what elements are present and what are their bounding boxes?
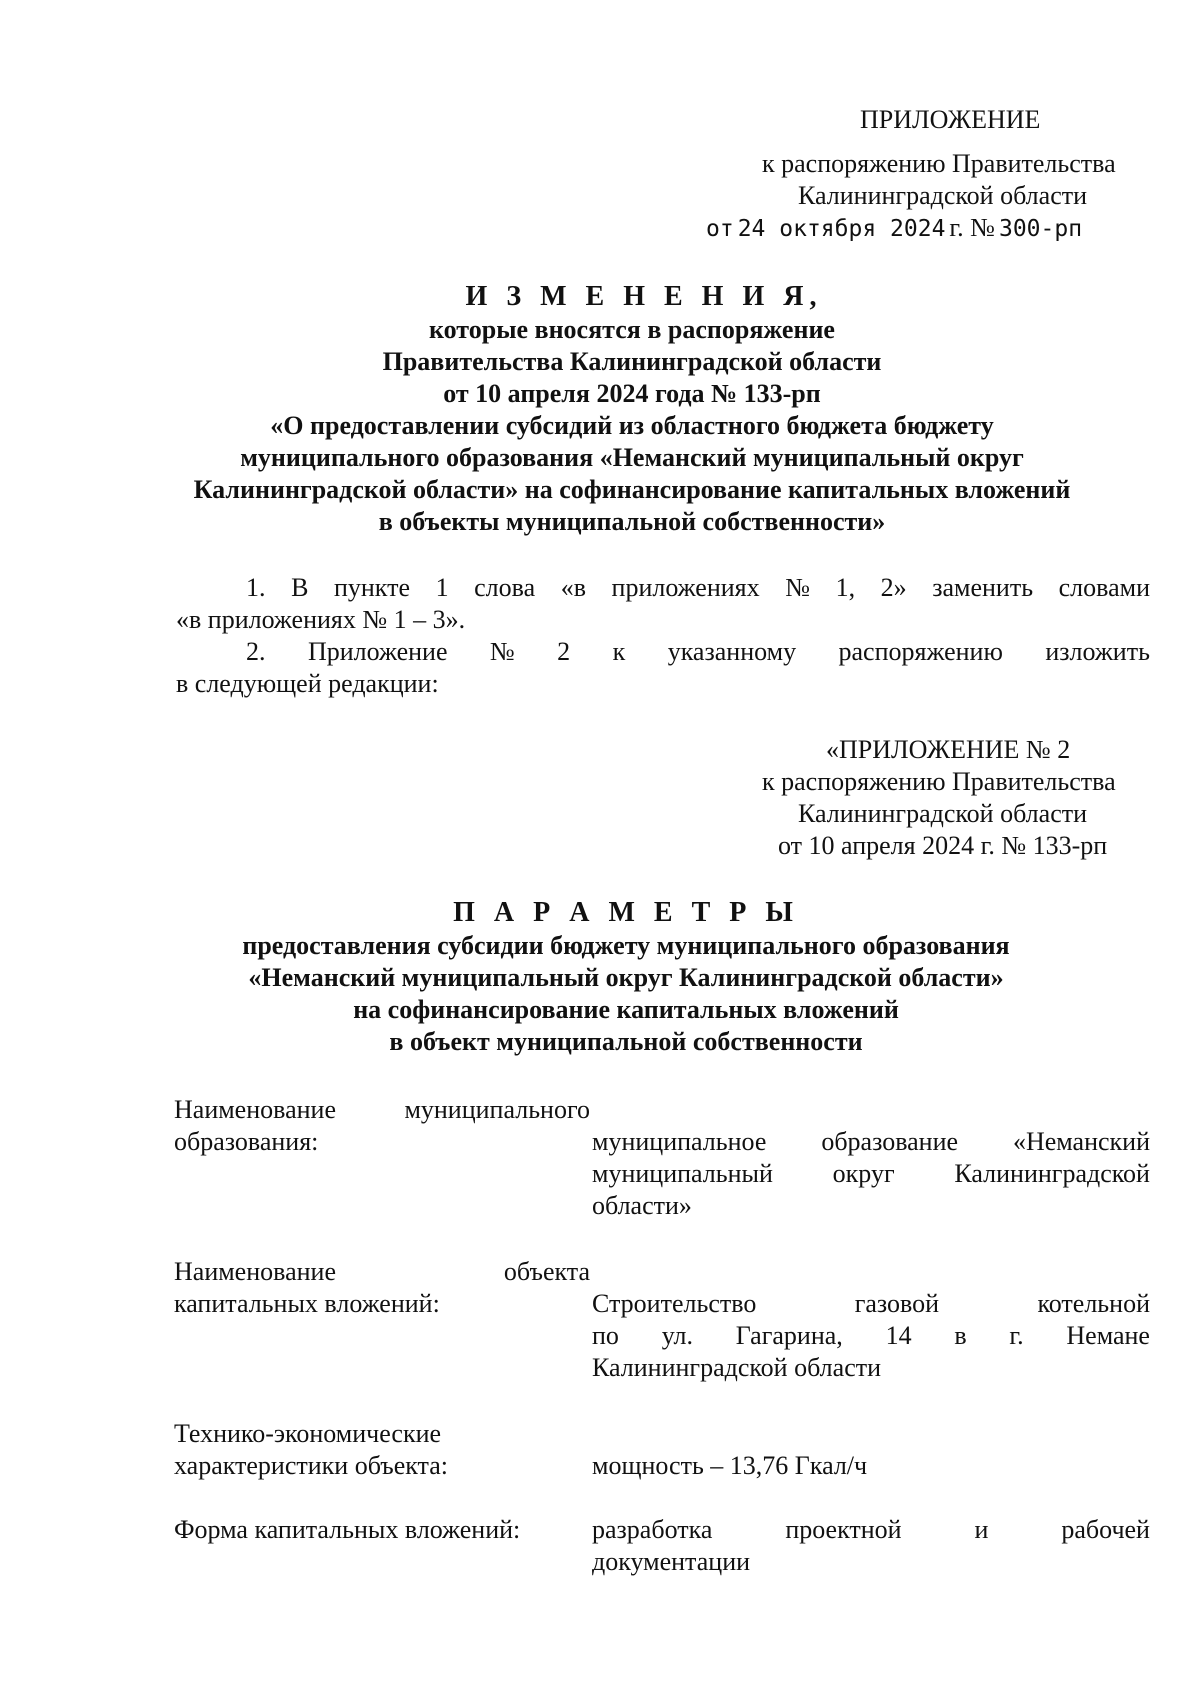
item-2-line-1 (246, 636, 1150, 668)
field-tech-label-line-2: характеристики объекта: (174, 1451, 449, 1480)
appendix-2-title: «ПРИЛОЖЕНИЕ № 2 (826, 735, 1071, 764)
appendix-2-line-2: Калининградской области (798, 799, 1088, 828)
word: муниципального (404, 1095, 590, 1124)
word: Наименование (174, 1257, 336, 1286)
parameters-line-1: предоставления субсидии бюджету муниципального образования (242, 931, 1010, 960)
word: 2 (557, 637, 571, 666)
field-object-label-line-2: капитальных вложений: (174, 1289, 440, 1318)
word: распоряжению (838, 637, 1003, 666)
word: В (291, 573, 309, 602)
appendix-title: ПРИЛОЖЕНИЕ (860, 105, 1041, 134)
appendix-date-line (706, 212, 1082, 245)
word: образование (821, 1127, 959, 1156)
word: приложениях (611, 573, 760, 602)
word: и (974, 1515, 989, 1544)
changes-line-1: которые вносятся в распоряжение (429, 315, 835, 344)
word: изложить (1045, 637, 1150, 666)
appendix-number-value: 300-рп (998, 216, 1083, 242)
field-object-label-line-1 (174, 1256, 590, 1288)
parameters-line-2: «Неманский муниципальный округ Калининградской области» (248, 963, 1004, 992)
word: заменить (932, 573, 1034, 602)
word: рабочей (1061, 1515, 1150, 1544)
word: муниципальный (592, 1159, 773, 1188)
field-form-value-line-1 (592, 1514, 1150, 1546)
word: «в (560, 573, 586, 602)
word: слова (474, 573, 536, 602)
word: 2. (246, 637, 266, 666)
word: к (612, 637, 626, 666)
word: муниципальное (592, 1127, 767, 1156)
word: пункте (333, 573, 410, 602)
field-object-value-line-3: Калининградской области (592, 1353, 882, 1382)
changes-line-4: «О предоставлении субсидий из областного бюджета бюджету (270, 411, 994, 440)
word: № (785, 573, 811, 602)
parameters-block (0, 896, 1200, 1058)
changes-line-6: Калининградской области» на софинансирование капитальных вложений (193, 475, 1071, 504)
appendix-line-1: к распоряжению Правительства (762, 149, 1116, 178)
word: 1 (435, 573, 449, 602)
item-2-line-2: в следующей редакции: (176, 669, 439, 698)
word: по (592, 1321, 619, 1350)
word: г. (1009, 1321, 1024, 1350)
word: Гагарина, (735, 1321, 843, 1350)
word: Строительство (592, 1289, 757, 1318)
field-object-value-line-2 (592, 1320, 1150, 1352)
changes-title: И З М Е Н Е Н И Я, (465, 281, 823, 312)
word: объекта (503, 1257, 590, 1286)
item-1-line-1 (246, 572, 1150, 604)
parameters-line-4: в объект муниципальной собственности (389, 1027, 863, 1056)
appendix-date-mid: г. № (949, 213, 995, 242)
word: 2» (880, 573, 907, 602)
changes-line-7: в объекты муниципальной собственности» (378, 507, 886, 536)
word: Наименование (174, 1095, 336, 1124)
word: в (954, 1321, 967, 1350)
word: Приложение (307, 637, 448, 666)
word: «Неманский (1012, 1127, 1150, 1156)
field-tech-label-line-1: Технико-экономические (174, 1419, 442, 1448)
changes-block (0, 280, 1200, 538)
field-form-value-line-2: документации (592, 1547, 751, 1576)
word: проектной (785, 1515, 902, 1544)
field-municipality-label-line-2: образования: (174, 1127, 319, 1156)
changes-line-5: муниципального образования «Неманский муниципальный округ (240, 443, 1024, 472)
item-1-line-2: «в приложениях № 1 – 3». (176, 605, 466, 634)
field-municipality-label-line-1 (174, 1094, 590, 1126)
word: котельной (1037, 1289, 1150, 1318)
word: указанному (667, 637, 797, 666)
word: Немане (1066, 1321, 1150, 1350)
field-form-label: Форма капитальных вложений: (174, 1515, 521, 1544)
word: ул. (661, 1321, 694, 1350)
appendix-2-line-3: от 10 апреля 2024 г. № 133-рп (778, 831, 1108, 860)
word: 1, (835, 573, 856, 602)
word: 14 (885, 1321, 912, 1350)
field-tech-value: мощность – 13,76 Гкал/ч (592, 1451, 868, 1480)
appendix-date-prefix: от (706, 216, 734, 242)
word: округ (832, 1159, 895, 1188)
field-municipality-value-line-1 (592, 1126, 1150, 1158)
word: разработка (592, 1515, 713, 1544)
word: словами (1058, 573, 1150, 602)
field-object-value-line-1 (592, 1288, 1150, 1320)
parameters-title: П А Р А М Е Т Р Ы (453, 897, 799, 928)
word: 1. (246, 573, 266, 602)
appendix-2-line-1: к распоряжению Правительства (762, 767, 1116, 796)
word: № (489, 637, 515, 666)
parameters-line-3: на софинансирование капитальных вложений (353, 995, 899, 1024)
field-municipality-value-line-2 (592, 1158, 1150, 1190)
appendix-date-value: 24 октября 2024 (737, 216, 946, 242)
word: газовой (854, 1289, 940, 1318)
appendix-line-2: Калининградской области (798, 181, 1088, 210)
word: Калининградской (954, 1159, 1150, 1188)
field-municipality-value-line-3: области» (592, 1191, 692, 1220)
changes-line-3: от 10 апреля 2024 года № 133-рп (443, 379, 821, 408)
changes-line-2: Правительства Калининградской области (382, 347, 882, 376)
